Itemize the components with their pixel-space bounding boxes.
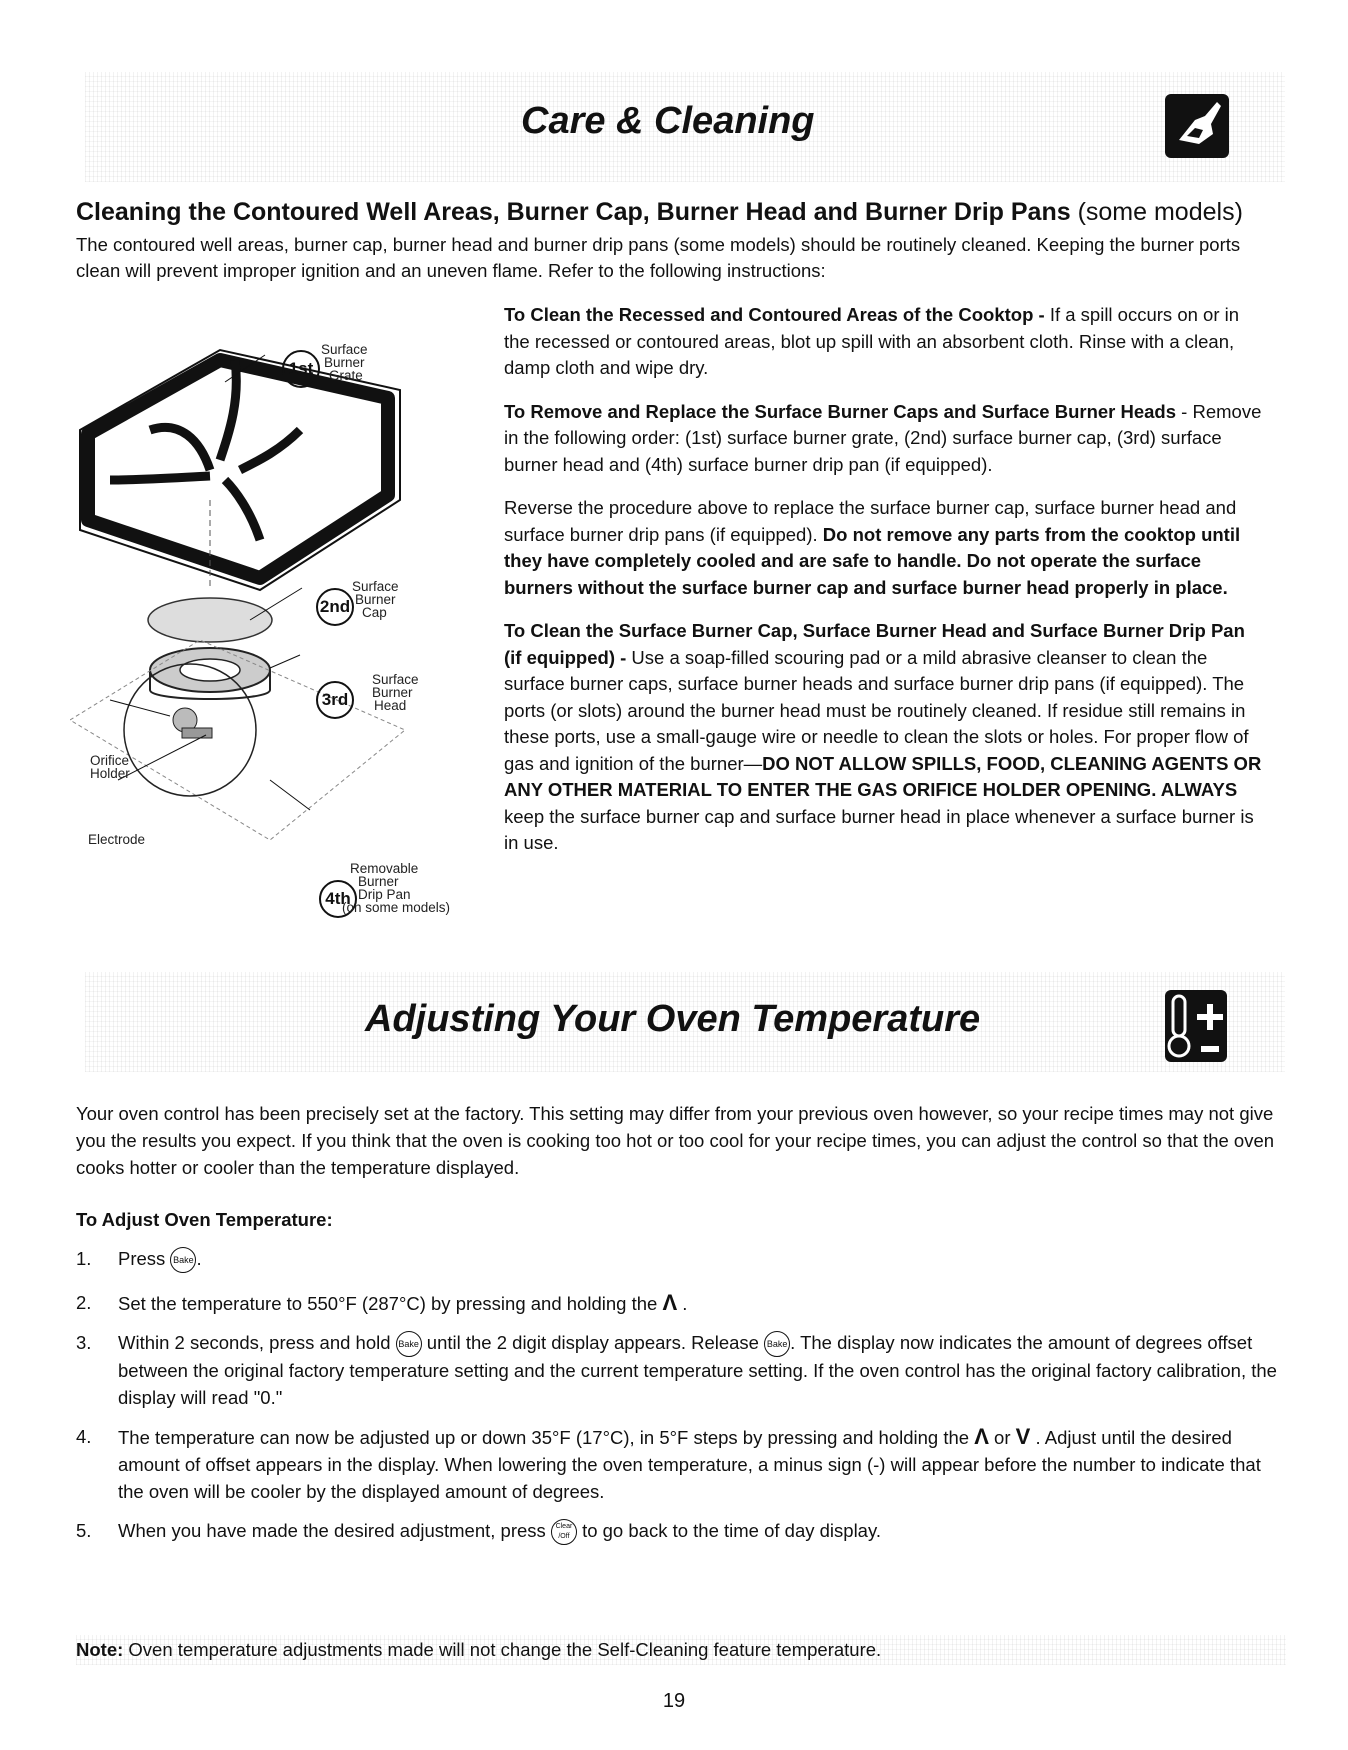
step-badge-4th: 4th — [319, 880, 357, 918]
drip-pan-label-line: Drip Pan — [358, 887, 411, 902]
step-number: 1. — [76, 1248, 92, 1269]
head-label — [372, 673, 419, 712]
bake-key-icon: Bake — [764, 1331, 790, 1357]
electrode-label-text: Electrode — [88, 832, 146, 847]
p4-text: Use a soap-filled scouring pad or a mild abrasive cleanser to clean the surface burner caps, surface burner heads and surface burner drip pans (if equipped). The ports (or slots) around the burner head must be routinely cleaned. If residue still remains in these ports, use a small-gauge wire or needle to clean the slots or holes. For proper flow of gas and ignition of the burner— — [504, 646, 1249, 774]
clean-cap-head-paragraph — [504, 618, 1264, 857]
section-intro: The contoured well areas, burner cap, burner head and burner drip pans (some models) should be routinely cleaned. Keeping the burner ports clean will prevent improper ignition and an uneven flame. Refer to the following instructions: — [76, 234, 1241, 281]
care-cleaning-title: Care & Cleaning — [521, 100, 815, 142]
step-text: until the 2 digit display appears. Release — [421, 1332, 765, 1354]
burner-grate-illustration — [80, 350, 400, 590]
note-text: Oven temperature adjustments made will not change the Self-Cleaning feature temperature. — [123, 1639, 882, 1660]
burner-cap-illustration — [148, 598, 272, 642]
step-4 — [76, 1423, 1281, 1505]
cap-label-line: Cap — [362, 605, 387, 620]
step-text: to go back to the time of day display. — [576, 1520, 881, 1542]
heading-bold: Cleaning the Contoured Well Areas, Burner Cap, Burner Head and Burner Drip Pans — [76, 198, 1071, 226]
heading-light: (some models) — [1077, 198, 1243, 226]
cleaning-instructions — [504, 302, 1264, 874]
cap-label-line: Burner — [355, 592, 396, 607]
burner-head-illustration — [150, 648, 270, 699]
head-label-line: Surface — [372, 672, 419, 687]
orifice-holder-label — [90, 754, 130, 780]
orifice-label-line: Holder — [90, 766, 130, 781]
drip-pan-label — [342, 862, 450, 914]
step-2 — [76, 1289, 1281, 1317]
bake-key-icon: Bake — [170, 1247, 196, 1273]
step-badge-1st: 1st — [282, 350, 320, 388]
step-text: . Adjust until the desired amount of offset appears in the display. When lowering the oven temperature, a minus sign (-) will appear before the number to indicate that the oven will be cooler by the displayed amount of degrees. — [118, 1427, 1261, 1503]
p3-bold: Do not remove any parts from the cooktop until they have completely cooled and are safe to handle. Do not operate the surface burners without the surface burner cap and surface burner head properly in place. — [504, 523, 1241, 598]
grate-label-line: Grate — [329, 368, 363, 383]
step-number: 3. — [76, 1332, 92, 1354]
step-text: or — [988, 1427, 1016, 1449]
cap-label — [352, 580, 399, 619]
step-number: 2. — [76, 1292, 92, 1314]
step-text: . — [677, 1293, 688, 1315]
drip-pan-label-line: Burner — [358, 874, 399, 889]
step-3 — [76, 1329, 1281, 1411]
clear-off-key-icon: Clear /Off — [551, 1519, 577, 1545]
step-text: The temperature can now be adjusted up or down 35°F (17°C), in 5°F steps by pressing and holding the — [118, 1427, 975, 1449]
step-text: Within 2 seconds, press and hold — [118, 1332, 396, 1354]
grate-label — [321, 343, 368, 382]
step-badge-3rd: 3rd — [316, 681, 354, 719]
note-label: Note: — [76, 1639, 124, 1660]
oven-temperature-header — [85, 972, 1285, 1072]
step-number: 5. — [76, 1520, 92, 1542]
note-box — [76, 1635, 1286, 1665]
section-heading — [76, 198, 1243, 227]
recessed-areas-paragraph — [504, 302, 1264, 382]
thermometer-plus-minus-icon — [1165, 990, 1227, 1062]
step-text: Press — [118, 1248, 171, 1269]
step-text: Set the temperature to 550°F (287°C) by pressing and holding the — [118, 1293, 663, 1315]
up-arrow-icon: Λ — [662, 1290, 678, 1316]
step-text: . The display now indicates the amount of degrees offset between the original factory temperature setting and the current temperature setting. If the oven control has the original factory calibration, the display will read "0." — [118, 1332, 1277, 1409]
drip-pan-label-line: (on some models) — [342, 900, 451, 915]
grate-label-line: Burner — [324, 355, 365, 370]
p4-bold2: DO NOT ALLOW SPILLS, FOOD, CLEANING AGENTS OR ANY OTHER MATERIAL TO ENTER THE GAS ORIFICE HOLDER OPENING. ALWAYS — [504, 752, 1262, 800]
step-1 — [76, 1245, 1281, 1273]
grate-label-line: Surface — [321, 342, 368, 357]
step-5 — [76, 1517, 1281, 1545]
step-number: 4. — [76, 1426, 92, 1448]
oven-temperature-title: Adjusting Your Oven Temperature — [365, 998, 981, 1040]
down-arrow-icon: V — [1015, 1424, 1031, 1450]
step-text: When you have made the desired adjustment, press — [118, 1520, 551, 1542]
head-label-line: Burner — [372, 685, 413, 700]
cleaning-hand-icon — [1165, 94, 1229, 158]
oven-temperature-intro: Your oven control has been precisely set at the factory. This setting may differ from your previous oven however, so your recipe times may not give you the results you expect. If you think that the oven is cooking too hot or too cool for your recipe times, you can adjust the control so that the oven cooks hotter or cooler than the temperature displayed. — [76, 1103, 1275, 1178]
adjust-subheading: To Adjust Oven Temperature: — [76, 1209, 333, 1230]
care-cleaning-header — [85, 72, 1285, 182]
adjust-steps — [76, 1245, 1281, 1557]
bake-key-icon: Bake — [396, 1331, 422, 1357]
step-text: . — [196, 1248, 202, 1269]
p2-text: - Remove in the following order: (1st) surface burner grate, (2nd) surface burner cap, (3rd) surface burner head and (4th) surface burner drip pan (if equipped). — [504, 400, 1262, 475]
drip-pan-label-line: Removable — [350, 861, 419, 876]
cap-label-line: Surface — [352, 579, 399, 594]
p2-bold: To Remove and Replace the Surface Burner Caps and Surface Burner Heads — [504, 400, 1177, 422]
p3-text: Reverse the procedure above to replace the surface burner cap, surface burner head and surface burner drip pans (if equipped). — [504, 497, 1237, 545]
up-arrow-icon: Λ — [974, 1424, 989, 1450]
electrode-label — [88, 833, 145, 846]
orifice-label-line: Orifice — [90, 753, 130, 768]
p1-text: If a spill occurs on or in the recessed or contoured areas, blot up spill with an absorbent cloth. Rinse with a clean, damp cloth and wipe dry. — [504, 304, 1240, 378]
remove-replace-paragraph — [504, 399, 1264, 479]
step-badge-2nd: 2nd — [316, 588, 354, 626]
p4-bold: To Clean the Surface Burner Cap, Surface Burner Head and Surface Burner Drip Pan (if equipped) - — [504, 620, 1245, 668]
reverse-procedure-paragraph — [504, 495, 1264, 601]
p1-bold: To Clean the Recessed and Contoured Areas of the Cooktop - — [504, 304, 1045, 325]
head-label-line: Head — [374, 698, 407, 713]
p4-text2: keep the surface burner cap and surface burner head in place whenever a surface burner is in use. — [504, 805, 1254, 853]
page-number: 19 — [662, 1690, 686, 1712]
